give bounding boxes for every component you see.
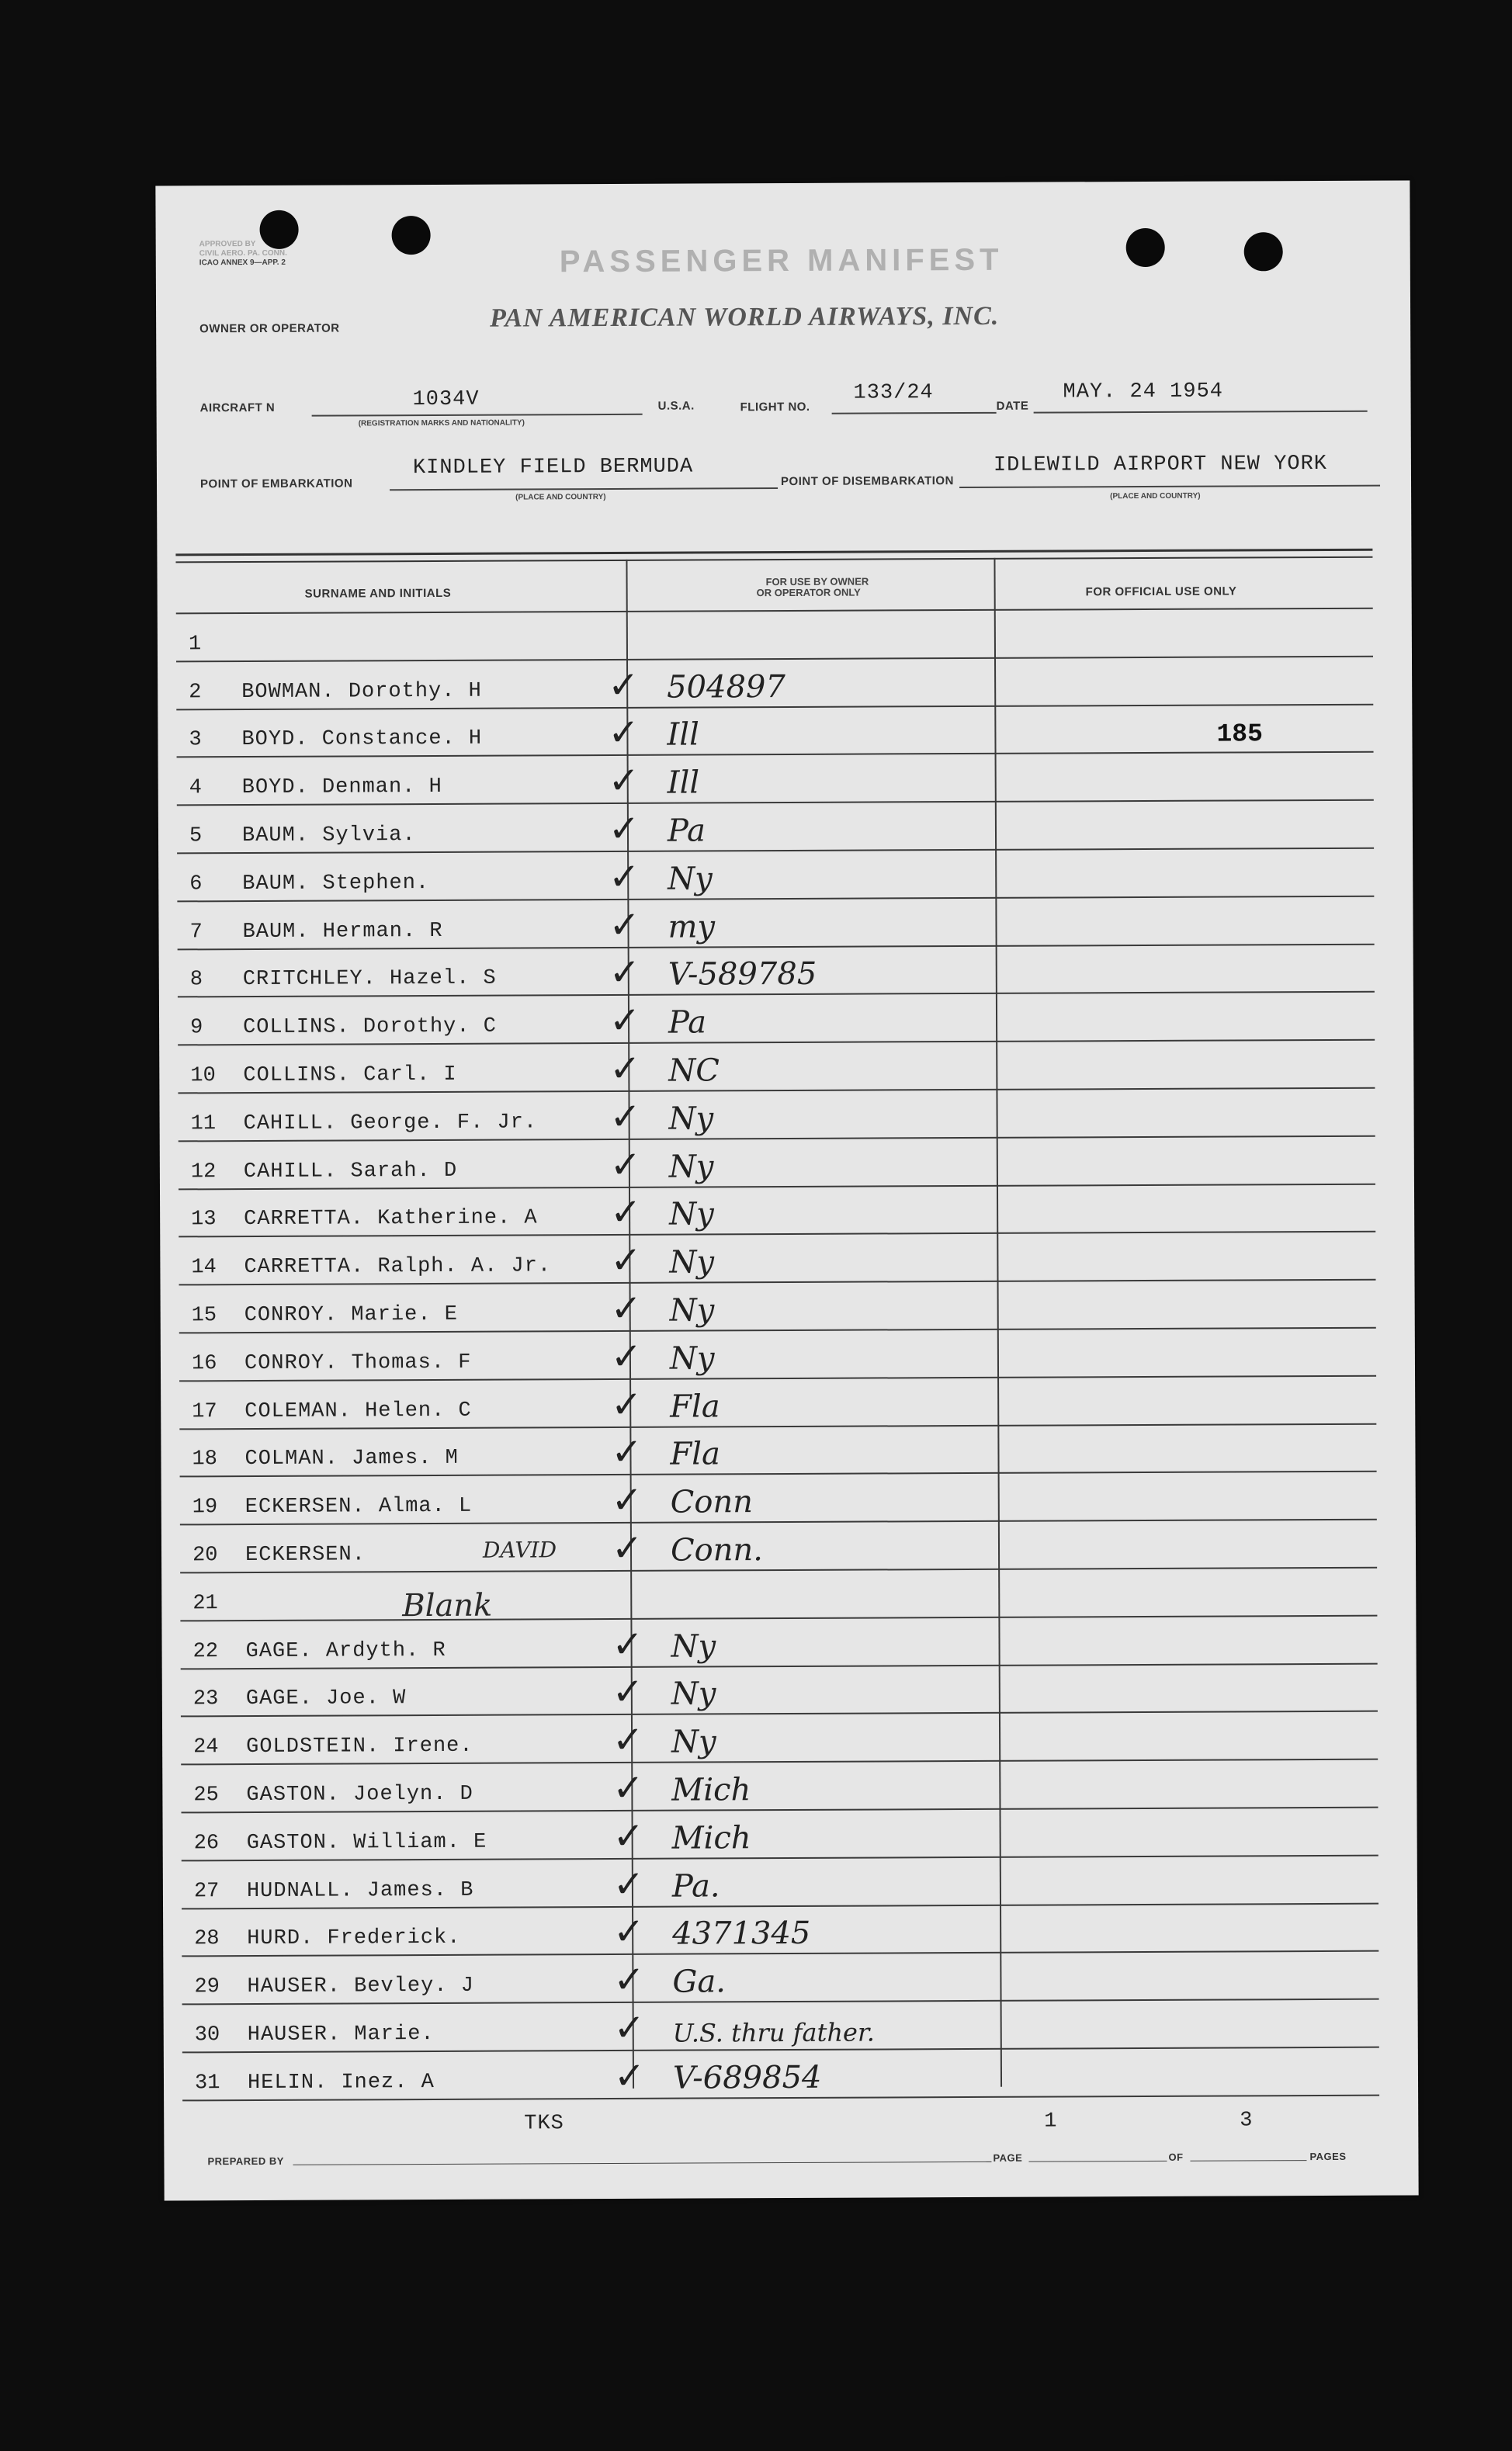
aircraft-value: 1034V (412, 387, 480, 412)
row-number: 20 (192, 1544, 218, 1568)
check-mark-icon: ✓ (612, 1718, 644, 1763)
row-number: 11 (190, 1112, 217, 1136)
passenger-name: ECKERSEN. (244, 1543, 366, 1568)
passenger-name: CRITCHLEY. Hazel. S (242, 967, 497, 992)
operator-note: Ny (671, 1676, 716, 1713)
passenger-name: CARRETTA. Ralph. A. Jr. (244, 1254, 552, 1280)
row-number: 9 (190, 1016, 203, 1040)
operator-note: Fla (670, 1388, 720, 1425)
row-number: 22 (192, 1639, 219, 1663)
passenger-row (180, 1471, 1377, 1526)
operator-note: Mich (671, 1820, 751, 1856)
operator-note: Ny (668, 861, 713, 897)
date-label: DATE (996, 399, 1029, 413)
passenger-name: GAGE. Joe. W (245, 1687, 407, 1711)
punch-hole (392, 216, 431, 255)
row-number: 12 (190, 1160, 217, 1184)
passenger-name: ECKERSEN. Alma. L (244, 1494, 473, 1520)
official-note: 185 (1216, 719, 1263, 749)
row-number: 16 (191, 1352, 217, 1376)
row-number: 6 (189, 872, 203, 896)
passenger-row (180, 1567, 1377, 1622)
page-label: PAGE (993, 2151, 1023, 2164)
passenger-name: HAUSER. Bevley. J (247, 1974, 474, 1999)
operator-note: V-689854 (672, 2059, 822, 2096)
operator-note: Pa (667, 813, 706, 849)
check-mark-icon: ✓ (608, 663, 640, 707)
operator-note: U.S. thru father. (672, 2017, 875, 2048)
handwritten-annotation: DAVID (482, 1537, 557, 1563)
punch-hole (259, 210, 298, 249)
embark-label: POINT OF EMBARKATION (199, 477, 353, 491)
passenger-row (181, 1711, 1378, 1766)
col-header-surname: SURNAME AND INITIALS (304, 586, 452, 601)
row-number: 21 (192, 1592, 218, 1616)
disembark-label: POINT OF DISEMBARKATION (780, 474, 954, 489)
check-mark-icon: ✓ (611, 1526, 643, 1570)
passenger-row (176, 703, 1373, 758)
passenger-name: CARRETTA. Katherine. A (244, 1206, 538, 1232)
passenger-name: HAUSER. Marie. (247, 2022, 435, 2047)
passenger-row (177, 848, 1374, 903)
check-mark-icon: ✓ (610, 1239, 642, 1283)
row-number: 25 (193, 1784, 219, 1808)
check-mark-icon: ✓ (613, 1910, 645, 1954)
operator-note: Ny (669, 1340, 715, 1377)
place-note: (PLACE AND COUNTRY) (1110, 491, 1201, 501)
passenger-name: BAUM. Stephen. (242, 871, 430, 896)
passenger-row (181, 1662, 1378, 1718)
passenger-row (180, 1519, 1377, 1574)
prepared-value: TKS (524, 2112, 564, 2136)
passenger-row (177, 895, 1374, 950)
check-mark-icon: ✓ (612, 1814, 644, 1858)
passenger-name: CAHILL. George. F. Jr. (243, 1111, 538, 1135)
passenger-name: COLLINS. Carl. I (243, 1063, 457, 1088)
row-number: 13 (191, 1208, 217, 1232)
approval-line: ICAO ANNEX 9—APP. 2 (199, 258, 286, 268)
passenger-name: CONROY. Thomas. F (244, 1350, 472, 1375)
owner-value: PAN AMERICAN WORLD AIRWAYS, INC. (490, 301, 1000, 333)
passenger-row (178, 1039, 1375, 1094)
check-mark-icon: ✓ (611, 1382, 643, 1427)
row-number: 7 (189, 920, 203, 944)
passenger-name: BAUM. Sylvia. (241, 823, 416, 848)
row-number: 28 (194, 1927, 220, 1951)
operator-note: Ny (668, 1149, 714, 1185)
owner-label: OWNER OR OPERATOR (199, 321, 340, 336)
row-number: 18 (192, 1447, 217, 1472)
passenger-row (179, 1423, 1376, 1478)
row-number: 23 (192, 1687, 219, 1711)
operator-note: Ny (671, 1724, 716, 1760)
prepared-label: PREPARED BY (207, 2155, 284, 2168)
passenger-list (176, 608, 1373, 2098)
passenger-row (182, 2047, 1379, 2102)
row-number: 15 (191, 1304, 217, 1328)
page-value: 1 (1044, 2110, 1058, 2134)
row-number: 4 (189, 776, 202, 800)
col-header-official: FOR OFFICIAL USE ONLY (1085, 584, 1237, 599)
passenger-name: BOYD. Constance. H (241, 727, 483, 752)
handwritten-annotation: Blank (402, 1587, 493, 1624)
passenger-name: CONROY. Marie. E (244, 1302, 459, 1328)
check-mark-icon: ✓ (609, 1046, 641, 1090)
passenger-row (179, 1231, 1375, 1286)
operator-note: Fla (670, 1436, 720, 1473)
row-number: 8 (189, 968, 203, 992)
approval-line: CIVIL AERO. PA. CONN. (199, 248, 287, 258)
passenger-name: BOWMAN. Dorothy. H (241, 679, 482, 704)
manifest-sheet (155, 180, 1418, 2200)
check-mark-icon: ✓ (608, 711, 640, 755)
form-title: PASSENGER MANIFEST (559, 242, 1004, 279)
passenger-name: HELIN. Inez. A (247, 2070, 435, 2095)
check-mark-icon: ✓ (609, 1094, 641, 1139)
passenger-name: BOYD. Denman. H (241, 775, 442, 800)
check-mark-icon: ✓ (613, 2054, 646, 2098)
check-mark-icon: ✓ (611, 1430, 643, 1475)
passenger-name: HUDNALL. James. B (246, 1878, 474, 1903)
col-header-owner-use: OR OPERATOR ONLY (756, 586, 861, 599)
operator-note: Ny (668, 1101, 714, 1137)
passenger-row (179, 1183, 1375, 1238)
passenger-name: COLMAN. James. M (244, 1447, 459, 1472)
check-mark-icon: ✓ (610, 1286, 643, 1330)
operator-note: Pa. (671, 1867, 720, 1905)
row-number: 14 (191, 1256, 217, 1280)
passenger-row (182, 1950, 1378, 2006)
of-value: 3 (1240, 2109, 1254, 2133)
check-mark-icon: ✓ (609, 1142, 642, 1187)
operator-note: Ill (667, 764, 700, 801)
passenger-row (181, 1807, 1378, 1862)
check-mark-icon: ✓ (608, 806, 640, 851)
check-mark-icon: ✓ (612, 1862, 645, 1906)
of-label: OF (1168, 2151, 1184, 2163)
operator-note: 4371345 (672, 1915, 811, 1953)
operator-note: Ill (667, 716, 699, 754)
passenger-name: CAHILL. Sarah. D (243, 1159, 458, 1184)
passenger-name: COLEMAN. Helen. C (244, 1399, 472, 1423)
passenger-row (177, 799, 1374, 855)
operator-note: Conn (670, 1484, 754, 1520)
operator-note: my (668, 908, 716, 945)
registration-note: (REGISTRATION MARKS AND NATIONALITY) (358, 418, 525, 428)
operator-note: 504897 (667, 668, 785, 705)
flight-value: 133/24 (853, 381, 934, 405)
passenger-row (177, 751, 1374, 806)
check-mark-icon: ✓ (612, 1766, 644, 1810)
date-value: MAY. 24 1954 (1063, 380, 1224, 404)
pages-label: PAGES (1309, 2150, 1347, 2163)
passenger-name: COLLINS. Dorothy. C (243, 1014, 497, 1040)
place-note: (PLACE AND COUNTRY) (515, 493, 606, 502)
passenger-row (178, 943, 1375, 998)
flight-label: FLIGHT NO. (740, 400, 810, 414)
punch-hole (1126, 228, 1165, 267)
passenger-name: GASTON. William. E (246, 1830, 487, 1855)
row-number: 1 (188, 633, 202, 657)
row-number: 5 (189, 824, 203, 848)
check-mark-icon: ✓ (612, 1622, 643, 1666)
operator-note: Pa (668, 1004, 707, 1041)
row-number: 29 (194, 1975, 220, 1999)
passenger-row (179, 1279, 1376, 1334)
row-number: 26 (193, 1831, 220, 1856)
check-mark-icon: ✓ (612, 1670, 644, 1714)
check-mark-icon: ✓ (609, 951, 641, 995)
operator-note: Ny (669, 1244, 715, 1281)
passenger-row (176, 655, 1373, 710)
passenger-name: BAUM. Herman. R (242, 919, 443, 944)
passenger-name: HURD. Frederick. (247, 1926, 461, 1951)
check-mark-icon: ✓ (611, 1479, 643, 1523)
embark-value: KINDLEY FIELD BERMUDA (412, 455, 694, 480)
passenger-row (182, 1902, 1378, 1957)
passenger-row (179, 1375, 1376, 1430)
operator-note: Ny (671, 1628, 716, 1665)
usa-label: U.S.A. (657, 399, 695, 413)
disembark-value: IDLEWILD AIRPORT NEW YORK (993, 452, 1328, 477)
passenger-row (181, 1759, 1378, 1814)
passenger-name: GASTON. Joelyn. D (246, 1782, 473, 1808)
operator-note: Ny (669, 1196, 714, 1233)
col-header-owner-use: FOR USE BY OWNER (765, 575, 869, 588)
check-mark-icon: ✓ (608, 759, 640, 803)
row-number: 2 (189, 680, 202, 704)
passenger-name: GAGE. Ardyth. R (245, 1638, 446, 1663)
passenger-row (176, 608, 1373, 663)
passenger-row (178, 991, 1375, 1046)
passenger-row (178, 1087, 1375, 1142)
row-number: 31 (194, 2071, 220, 2096)
passenger-row (179, 1135, 1375, 1190)
operator-note: NC (668, 1052, 720, 1089)
operator-note: Conn. (670, 1532, 764, 1569)
operator-note: V-589785 (668, 956, 817, 993)
check-mark-icon: ✓ (609, 855, 640, 899)
row-number: 10 (190, 1064, 216, 1088)
aircraft-label: AIRCRAFT N (199, 400, 276, 415)
operator-note: Ny (669, 1292, 715, 1329)
passenger-row (182, 1999, 1379, 2054)
check-mark-icon: ✓ (613, 2006, 646, 2050)
row-number: 30 (194, 2023, 220, 2047)
operator-note: Mich (671, 1772, 751, 1808)
row-number: 17 (192, 1399, 217, 1423)
passenger-row (180, 1614, 1377, 1669)
passenger-name: GOLDSTEIN. Irene. (246, 1734, 473, 1759)
passenger-row (179, 1327, 1376, 1382)
check-mark-icon: ✓ (609, 999, 641, 1043)
check-mark-icon: ✓ (610, 1334, 643, 1378)
approval-line: APPROVED BY (199, 239, 256, 249)
row-number: 27 (193, 1879, 220, 1903)
operator-note: Ga. (672, 1964, 727, 2000)
row-number: 24 (193, 1735, 219, 1759)
row-number: 19 (192, 1496, 218, 1520)
punch-hole (1244, 232, 1283, 271)
check-mark-icon: ✓ (609, 1191, 642, 1235)
row-number: 3 (189, 728, 202, 752)
check-mark-icon: ✓ (609, 903, 640, 947)
check-mark-icon: ✓ (613, 1957, 645, 2002)
passenger-row (182, 1854, 1378, 1909)
